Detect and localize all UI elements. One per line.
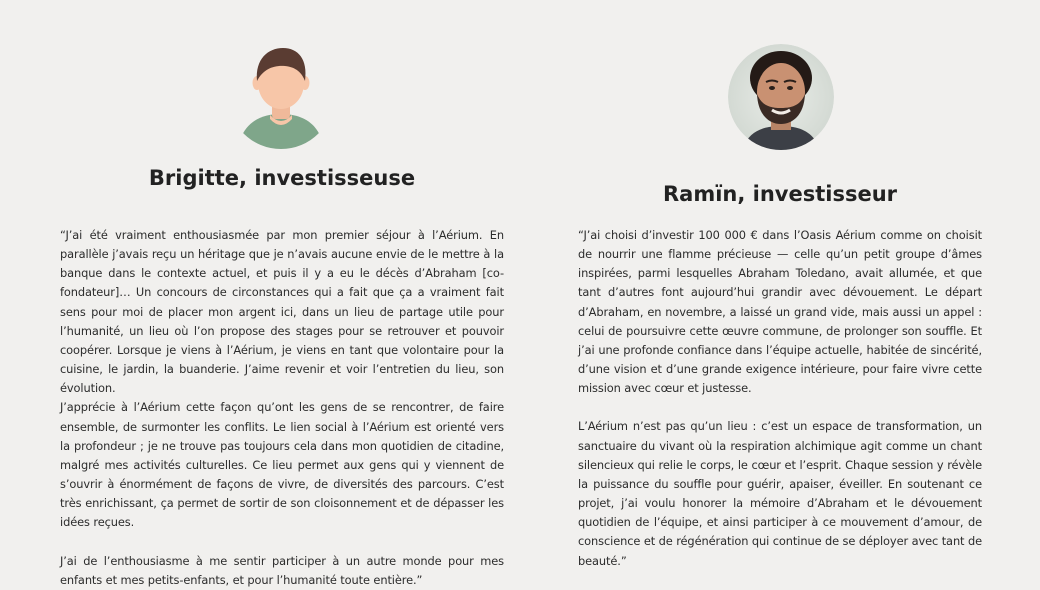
testimonial-name: Ramïn, investisseur bbox=[662, 182, 898, 206]
testimonial-name: Brigitte, investisseuse bbox=[148, 166, 416, 190]
quote-paragraph: L’Aérium n’est pas qu’un lieu : c’est un espace de transformation, un sanctuaire du vivant où la respiration alchimique agit comme un chant silencieux qui relie le corps, le cœur et l’esprit. Chaque session y révèle la puissance du souffle pour guérir, apaiser, éveiller. En soutenant ce projet, j’ai voulu honorer la mémoire d’Abraham et le dévouement quotidien de l’équipe, et ainsi participer à ce mouvement d’amour, de conscience et de régénération qui continue de se déployer avec tant de beauté.” bbox=[578, 419, 982, 568]
user-avatar-icon bbox=[228, 43, 334, 149]
testimonial-quote bbox=[578, 226, 982, 571]
quote-paragraph: J’ai de l’enthousiasme à me sentir participer à un autre monde pour mes enfants et mes petits-enfants, et pour l’humanité toute entière.” bbox=[60, 553, 504, 587]
testimonial-quote bbox=[60, 226, 504, 590]
quote-paragraph: “J’ai choisi d’investir 100 000 € dans l’Oasis Aérium comme on choisit de nourrir une flamme précieuse — celle qu’un petit groupe d’âmes inspirées, parmi lesquelles Abraham Toledano, avait allumée, et que tant d’autres font aujourd’hui grandir avec dévouement. Le départ d’Abraham, en novembre, a laissé un grand vide, mais aussi un appel : celui de poursuivre cette œuvre commune, de prolonger son souffle. Et j’ai une profonde confiance dans l’équipe actuelle, habitée de sincérité, d’une vision et d’une grande exigence intérieure, pour faire vivre cette mission avec cœur et justesse. bbox=[578, 228, 982, 396]
quote-paragraph: J’apprécie à l’Aérium cette façon qu’ont les gens de se rencontrer, de faire ensemble, de surmonter les conflits. Le lien social à l’Aérium est orienté vers la profondeur ; je ne trouve pas toujours cela dans mon quotidien de citadine, malgré mes activités culturelles. Ce lieu permet aux gens qui y viennent de s’ouvrir à énormément de façons de vivre, de diversités des parcours. C’est très enrichissant, ça permet de sortir de son cloisonnement et de dépasser les idées reçues. bbox=[60, 400, 504, 530]
ramin-photo bbox=[728, 44, 834, 150]
quote-paragraph: “J’ai été vraiment enthousiasmée par mon premier séjour à l’Aérium. En parallèle j’avais reçu un héritage que je n’avais aucune envie de le mettre à la banque dans le contexte actuel, et puis il y a eu le décès d’Abraham [co-fondateur]… Un concours de circonstances qui a fait que ça a vraiment fait sens pour moi de placer mon argent ici, dans un lieu de partage utile pour l’humanité, un lieu où l’on propose des stages pour se retrouver et pouvoir coopérer. Lorsque je viens à l’Aérium, je viens en tant que volontaire pour la cuisine, le jardin, la buanderie. J’aime revenir et voir l’entretien du lieu, son évolution. bbox=[60, 228, 504, 396]
